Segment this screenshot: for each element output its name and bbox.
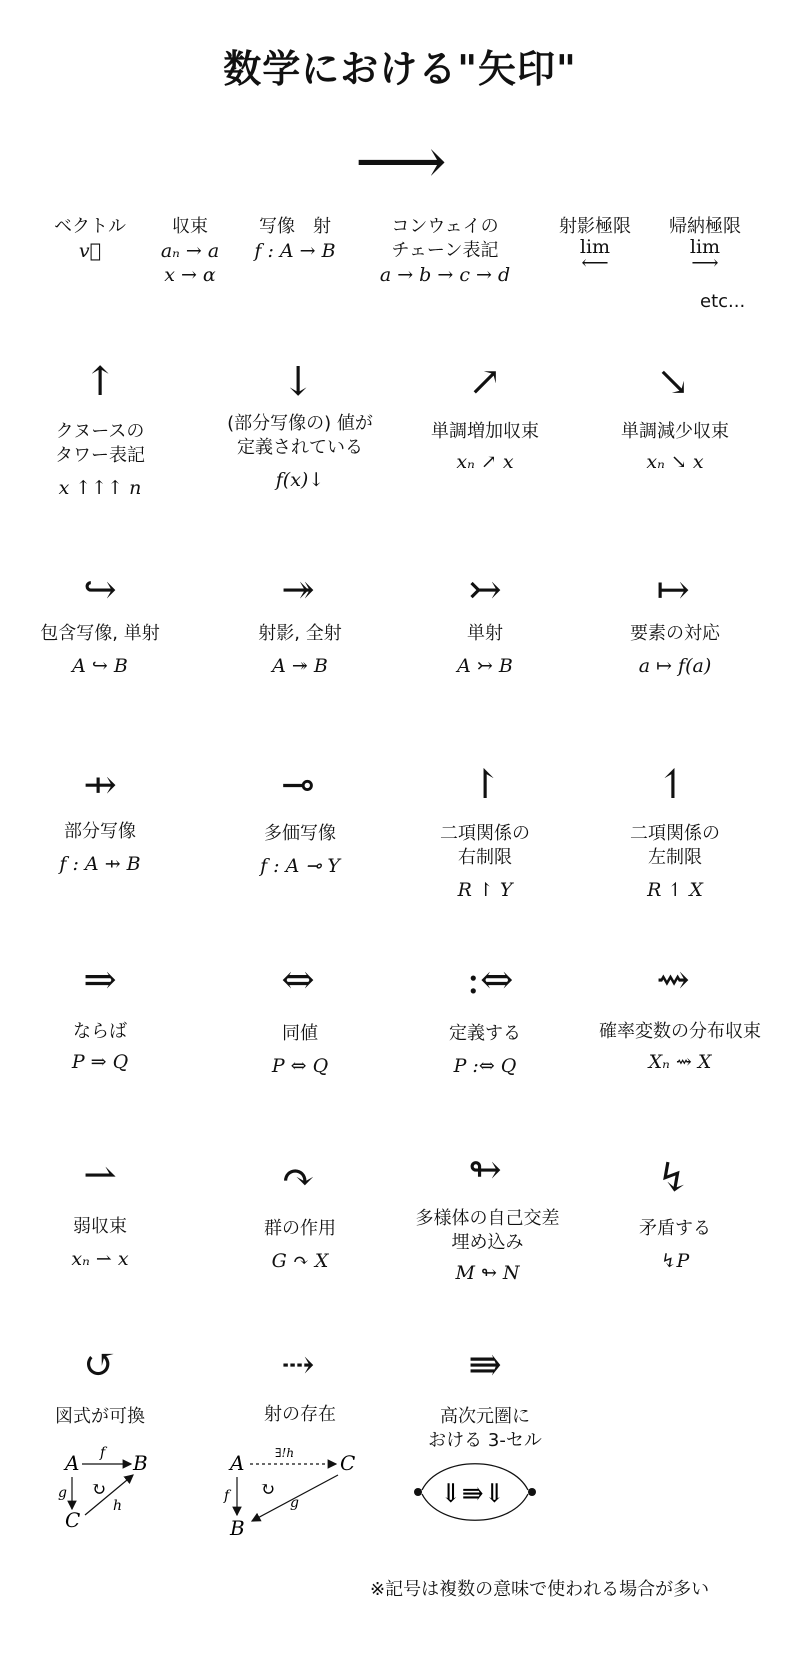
cell-exists <box>215 1403 385 1427</box>
top-label: 帰納極限 <box>669 216 741 237</box>
top-math: lim ⟵ <box>579 236 611 274</box>
squiggle-arrow-icon: ⇝ <box>656 957 690 1003</box>
label-f: f <box>100 1445 106 1461</box>
curved-arrow-icon: ↷ <box>281 1155 315 1201</box>
top-item-convergence <box>140 215 240 287</box>
cell-math: Xₙ ⇝ X <box>648 1051 712 1073</box>
cell-label: 弱収束 <box>73 1216 127 1237</box>
cell-label: 射影, 全射 <box>258 623 342 644</box>
cell-label: 単調減少収束 <box>621 421 729 442</box>
cell-label: 定義する <box>449 1023 521 1044</box>
hook-arrow-icon: ↪ <box>83 567 117 613</box>
loop-arrow-icon: ↬ <box>468 1147 502 1193</box>
cell-label: 多様体の自己交差 埋め込み <box>415 1208 560 1253</box>
cell-math: R ↾ Y <box>457 879 513 901</box>
defines-icon: :⇔ <box>466 957 514 1003</box>
etc-label: etc... <box>700 291 746 312</box>
top-math: a → b → c → d <box>379 264 511 286</box>
cell-label: 単射 <box>467 623 503 644</box>
commutative-diagram <box>45 1445 165 1535</box>
arrow-up-icon: ↑ <box>83 359 117 405</box>
cell-inclusion <box>20 622 180 678</box>
three-cell-diagram <box>410 1450 540 1530</box>
cell-math: f(x)↓ <box>275 469 325 491</box>
top-label: 写像 射 <box>259 216 331 237</box>
triple-arrow-icon: ⇛ <box>468 1342 502 1388</box>
cell-partial-map <box>20 820 180 876</box>
cell-decreasing <box>590 420 760 474</box>
dashed-arrow-icon: ⇢ <box>281 1342 315 1388</box>
cell-math: xₙ ⇀ x <box>71 1248 129 1270</box>
node-b: B <box>230 1516 245 1540</box>
cell-weak <box>20 1215 180 1271</box>
cell-mapsto <box>590 622 760 678</box>
cell-math: R ↿ X <box>647 879 703 901</box>
cell-math: xₙ ↘ x <box>646 451 704 473</box>
top-label: 射影極限 <box>559 216 631 237</box>
cell-math: M ↬ N <box>455 1262 520 1284</box>
cell-implies <box>20 1020 180 1074</box>
top-item-inductive-limit <box>655 215 755 274</box>
cell-left-restriction <box>590 822 760 902</box>
label-h: h <box>113 1498 123 1514</box>
node-c: C <box>65 1508 81 1532</box>
label-exists-h: ∃!h <box>275 1446 295 1460</box>
top-label: 収束 <box>172 216 208 237</box>
cell-defines <box>400 1022 570 1078</box>
partial-map-arrow-icon: ⇸ <box>83 762 117 808</box>
top-item-map <box>240 215 350 263</box>
cell-injection <box>400 622 570 678</box>
cell-label: (部分写像の) 値が 定義されている <box>227 413 373 458</box>
cell-math: A ↪ B <box>72 655 128 677</box>
label-f: f <box>224 1488 230 1504</box>
mapsto-icon: ↦ <box>656 567 690 613</box>
cell-group-action <box>215 1217 385 1273</box>
cell-math: f : A ⇸ B <box>59 853 141 875</box>
iff-icon: ⇔ <box>281 957 315 1003</box>
cell-label: 同値 <box>282 1023 318 1044</box>
top-item-projective-limit <box>545 215 645 274</box>
cell-label: 部分写像 <box>64 821 136 842</box>
cell-math: a ↦ f(a) <box>638 655 712 677</box>
top-math: aₙ → a x → α <box>160 240 220 286</box>
cell-label: 包含写像, 単射 <box>40 623 160 644</box>
top-item-conway <box>360 215 530 287</box>
lightning-arrow-icon: ↯ <box>656 1155 690 1201</box>
long-right-arrow-icon: ⟶ <box>355 125 447 199</box>
cell-math: G ↷ X <box>271 1250 329 1272</box>
cell-label: 多価写像 <box>264 823 336 844</box>
cell-knuth <box>20 420 180 500</box>
cell-3-cell <box>400 1405 570 1453</box>
cell-label: 確率変数の分布収束 <box>599 1021 761 1042</box>
page-title: 数学における"矢印" <box>223 47 577 91</box>
cell-math: A ↠ B <box>272 655 328 677</box>
cell-label: 二項関係の 左制限 <box>630 823 720 868</box>
node-a: A <box>230 1451 245 1475</box>
commute-icon: ↻ <box>260 1479 276 1500</box>
cell-math: f : A ⊸ Y <box>260 855 340 877</box>
existence-diagram <box>220 1445 370 1545</box>
top-item-vector <box>40 215 140 263</box>
cell-defined <box>195 412 405 492</box>
cell-math: x ↑↑↑ n <box>58 477 142 499</box>
cell-contradiction <box>590 1217 760 1273</box>
cell-distribution <box>585 1020 775 1074</box>
multimap-icon: ⊸ <box>281 762 315 808</box>
cell-math: P :⇔ Q <box>453 1055 517 1077</box>
cell-math: P ⇔ Q <box>271 1055 329 1077</box>
cell-label: 群の作用 <box>264 1218 336 1239</box>
cell-iff <box>215 1022 385 1078</box>
footnote: ※記号は複数の意味で使われる場合が多い <box>370 1579 710 1600</box>
cell-self-intersection <box>395 1207 580 1285</box>
node-a: A <box>65 1451 80 1475</box>
top-math: f : A → B <box>254 240 336 262</box>
cell-right-restriction <box>400 822 570 902</box>
label-g: g <box>58 1485 67 1501</box>
left-restriction-icon: ↿ <box>656 762 690 808</box>
arrow-se-icon: ↘ <box>656 359 690 405</box>
cell-increasing <box>400 420 570 474</box>
top-label: ベクトル <box>54 216 126 237</box>
circular-arrow-icon: ↺ <box>83 1342 117 1388</box>
cell-label: 射の存在 <box>264 1404 336 1425</box>
tail-arrow-icon: ↣ <box>468 567 502 613</box>
cell-label: 矛盾する <box>639 1218 711 1239</box>
right-restriction-icon: ↾ <box>468 762 502 808</box>
cell-math: xₙ ↗ x <box>456 451 514 473</box>
top-math: v⃗ <box>78 240 102 262</box>
implies-icon: ⇒ <box>83 957 117 1003</box>
arrow-down-icon: ↓ <box>281 359 315 405</box>
cell-multivalued <box>215 822 385 878</box>
cell-label: 二項関係の 右制限 <box>440 823 530 868</box>
harpoon-icon: ⇀ <box>83 1152 117 1198</box>
node-b: B <box>133 1451 148 1475</box>
two-head-arrow-icon: ↠ <box>281 567 315 613</box>
commute-icon: ↻ <box>91 1479 107 1500</box>
cell-math: ↯P <box>660 1250 690 1272</box>
arrow-ne-icon: ↗ <box>468 359 502 405</box>
cell-label: ならば <box>73 1021 127 1042</box>
cell-label: クヌースの タワー表記 <box>55 421 145 466</box>
cell-commutes <box>20 1405 180 1429</box>
top-label: コンウェイの チェーン表記 <box>391 216 499 261</box>
three-cell-glyph: ⇓⇛⇓ <box>440 1479 506 1509</box>
cell-label: 要素の対応 <box>630 623 720 644</box>
node-c: C <box>340 1451 356 1475</box>
cell-label: 図式が可換 <box>55 1406 145 1427</box>
cell-surjection <box>215 622 385 678</box>
top-math: lim ⟶ <box>689 236 721 274</box>
label-g: g <box>290 1495 299 1511</box>
cell-math: A ↣ B <box>457 655 513 677</box>
cell-label: 単調増加収束 <box>431 421 539 442</box>
cell-label: 高次元圏に おける 3-セル <box>428 1406 542 1451</box>
cell-math: P ⇒ Q <box>71 1051 129 1073</box>
